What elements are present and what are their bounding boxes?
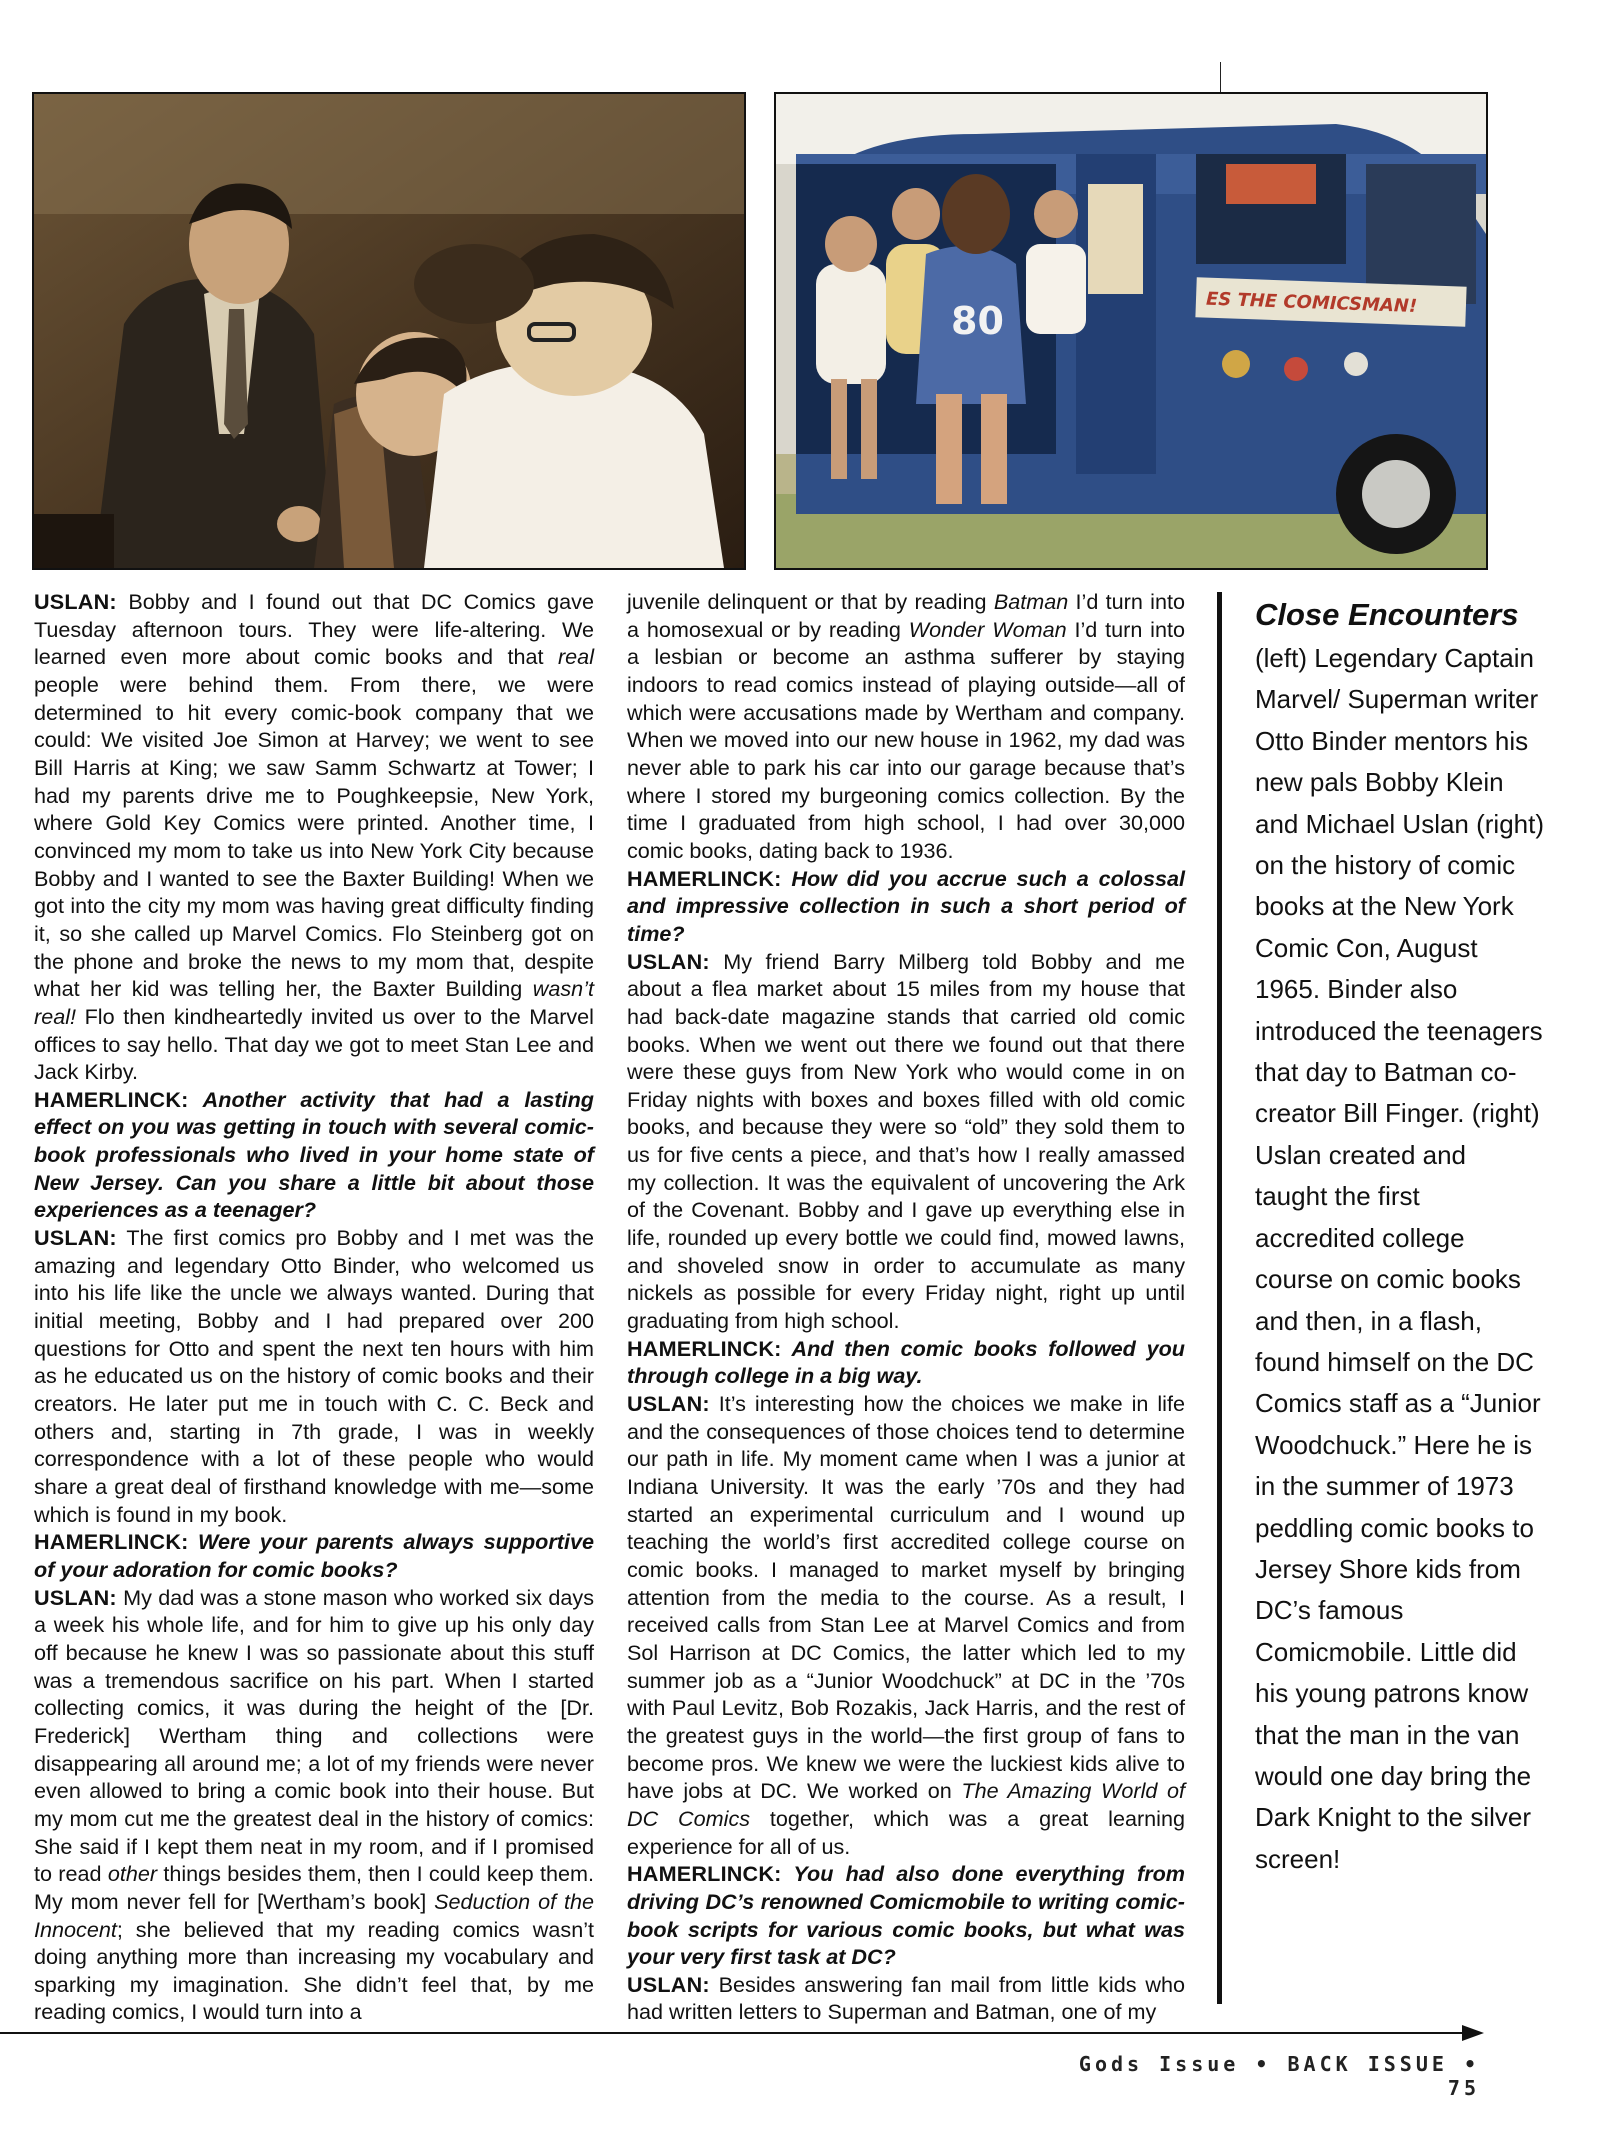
emphasis: wasn’t real!: [34, 976, 594, 1029]
answer-text: It’s interesting how the choices we make in life and the consequences of those choices tend to determine our path in life. My moment came when I was a junior at Indiana University. It was the early ’70s and they had started an experimental curriculum and I wound up teaching the world’s first accredited college course on comic books. I managed to market myself by bringing attention from the media to the course. As a result, I received calls from Stan Lee at Marvel Comics and from Sol Harrison at DC Comics, the latter which led to my summer job as a “Junior Woodchuck” at DC in the ’70s with Paul Levitz, Bob Rozakis, Jack Harris, and the rest of the greatest guys in the world—the first group of fans to become pros. We knew we were the luckiest kids alive to have jobs at DC. We worked on: [627, 1391, 1185, 1804]
emphasis: The Amazing World of DC Comics: [627, 1778, 1185, 1831]
question-text: How did you accrue such a colossal and impressive collection in such a short period of time?: [627, 865, 1185, 946]
answer-text: My dad was a stone mason who worked six days a week his whole life, and for him to give up his only day off because he knew I was so passionate about this stuff was a tremendous sacrifice on his part. When I started collecting comics, it was during the height of the [Dr. Frederick] Wertham thing and collections were disappearing all around me; a lot of my friends were never even allowed to bring a comic book into their house. But my mom cut me the greatest deal in the history of comics: She said if I kept them neat in my room, and if I promised to read: [34, 1584, 594, 1887]
jersey-number: 80: [951, 299, 1004, 343]
footer-separator: •: [1463, 2052, 1480, 2076]
footer-rule: [0, 2032, 1470, 2034]
answer-text: people were behind them. From there, we were determined to hit every comic-book company that we could: We visited Joe Simon at Harvey; we went to see Bill Harris at King; we saw Samm Schwartz at Tower; I had my parents drive me to Poughkeepsie, New York, where Gold Key Comics were printed. Another time, I convinced my mom to take us into New York City because Bobby and I wanted to see the Baxter Building! When we got into the city my mom was having great difficulty finding it, so she called up Marvel Comics. Flo Steinberg got on the phone and broke the news to my mom that, despite what her kid was telling her, the Baxter Building: [34, 671, 594, 1002]
speaker-label: HAMERLINCK:: [34, 1086, 189, 1112]
top-divider: [1220, 62, 1221, 94]
question-text: You had also done everything from driving DC’s renowned Comicmobile to writing comic-book scripts for various comic books, but what was your very first task at DC?: [627, 1861, 1185, 1970]
paragraph-answer: [627, 948, 1185, 1335]
speaker-label: USLAN:: [627, 948, 710, 974]
paragraph-question: [627, 1860, 1185, 1971]
footer-magazine: BACK ISSUE: [1287, 2052, 1448, 2076]
answer-text: together, which was a great learning experience for all of us.: [627, 1805, 1185, 1859]
paragraph-question: [34, 1086, 594, 1224]
answer-text: I’d turn into a lesbian or become an asthma sufferer by staying indoors to read comics instead of playing outside—all of which were accusations made by Wertham and company. When we moved into our new house in 1962, my dad was never able to park his car into our garage because that’s where I stored my burgeoning comics collection. By the time I graduated from high school, I had over 30,000 comic books, dating back to 1936.: [627, 616, 1185, 863]
question-text: And then comic books followed you through college in a big way.: [627, 1335, 1185, 1389]
emphasis: real: [557, 644, 594, 670]
caption-title: Close Encounters: [1255, 597, 1519, 632]
speaker-label: USLAN:: [34, 1584, 117, 1610]
van-sign-text: ES THE COMICSMAN!: [1205, 288, 1418, 318]
caption-vertical-bar: [1217, 592, 1222, 2004]
photo-left-illustration: [34, 94, 744, 568]
caption-body: (left) Legendary Captain Marvel/ Superman writer Otto Binder mentors his new pals Bobby Klein and Michael Uslan (right) on the history of comic books at the New York Comic Con, August 1965. Binder also introduced the teenagers that day to Batman co-creator Bill Finger. (right) Uslan created and taught the first accredited college course on comic books and then, in a flash, found himself on the DC Comics staff as a “Junior Woodchuck.” Here he is in the summer of 1973 peddling comic books to Jersey Shore kids from DC’s famous Comicmobile. Little did his young patrons know that the man in the van would one day bring the Dark Knight to the silver screen!: [1255, 643, 1545, 1874]
footer-issue: Gods Issue: [1078, 2052, 1240, 2076]
speaker-label: HAMERLINCK:: [627, 1335, 782, 1361]
paragraph-question: [627, 1335, 1185, 1390]
speaker-label: HAMERLINCK:: [627, 1861, 782, 1887]
emphasis: Wonder Woman: [908, 616, 1067, 642]
emphasis: other: [107, 1861, 158, 1887]
speaker-label: HAMERLINCK:: [34, 1529, 189, 1555]
answer-text: The first comics pro Bobby and I met was the amazing and legendary Otto Binder, who welcomed us into his life like the uncle we always wanted. During that initial meeting, Bobby and I had prepared over 200 questions for Otto and spent the next ten hours with him as he educated us on the history of comic books and their creators. He later put me in touch with C. C. Beck and others and, starting in 7th grade, I was in weekly correspondence with a lot of these people who would share a great deal of firsthand knowledge with me—some which is found in my book.: [34, 1225, 594, 1527]
photo-comicmobile-van: [774, 92, 1488, 570]
paragraph-answer: [627, 1390, 1185, 1860]
paragraph-answer: [627, 1971, 1185, 2026]
answer-text: Flo then kindheartedly invited us over to the Marvel offices to say hello. That day we got to meet Stan Lee and Jack Kirby.: [34, 1003, 594, 1085]
article-column-1: [34, 588, 594, 2026]
question-text: Another activity that had a lasting effect on you was getting in touch with several comic-book professionals who lived in your home state of New Jersey. Can you share a little bit about those experiences as a teenager?: [34, 1086, 594, 1223]
speaker-label: HAMERLINCK:: [627, 865, 782, 891]
emphasis: Seduction of the Innocent: [34, 1888, 594, 1942]
paragraph-continuation: [627, 588, 1185, 865]
paragraph-question: [34, 1528, 594, 1583]
paragraph-answer: [34, 588, 594, 1086]
speaker-label: USLAN:: [627, 1391, 710, 1417]
answer-text: My friend Barry Milberg told Bobby and me about a flea market about 15 miles from my house that had back-date magazine stands that carried old comic books. When we went out there we found out that there were these guys from New York who would come in on Friday nights with boxes and boxes filled with old comic books, and because they were so “old” they sold them to us for five cents a piece, and that’s how I really amassed my collection. It was the equivalent of uncovering the Ark of the Covenant. Bobby and I gave up everything else in life, rounded up every bottle we could find, mowed lawns, and shoveled snow in order to accumulate as many nickels as possible for every Friday night, right up until graduating from high school.: [627, 948, 1185, 1334]
article-column-2: [627, 588, 1185, 2026]
photo-otto-binder-comic-con: [32, 92, 746, 570]
question-text: Were your parents always supportive of your adoration for comic books?: [34, 1529, 594, 1582]
paragraph-answer: [34, 1224, 594, 1528]
paragraph-answer: [34, 1584, 594, 2027]
arrow-right-icon: [1462, 2025, 1484, 2041]
answer-text: juvenile delinquent or that by reading: [627, 589, 994, 614]
page-number: 75: [1447, 2076, 1480, 2100]
answer-text: Bobby and I found out that DC Comics gave Tuesday afternoon tours. They were life-altering. We learned even more about comic books and that: [34, 589, 594, 670]
photo-caption: [1255, 592, 1545, 1880]
emphasis: Batman: [993, 589, 1069, 614]
speaker-label: USLAN:: [627, 1971, 710, 1997]
answer-text: ; she believed that my reading comics wasn’t doing anything more than increasing my vocabulary and sparking my imagination. She didn’t feel that, by me reading comics, I would turn into a: [34, 1916, 594, 2025]
photo-right-illustration: [776, 94, 1486, 568]
answer-text: things besides them, then I could keep them. My mom never fell for [Wertham’s book]: [34, 1861, 594, 1914]
footer-separator: •: [1255, 2052, 1272, 2076]
speaker-label: USLAN:: [34, 589, 117, 614]
page-footer: [1040, 2052, 1480, 2100]
answer-text: I’d turn into a homosexual or by reading: [627, 589, 1185, 642]
paragraph-question: [627, 865, 1185, 948]
speaker-label: USLAN:: [34, 1225, 117, 1251]
answer-text: Besides answering fan mail from little kids who had written letters to Superman and Batman, one of my: [627, 1971, 1185, 2025]
